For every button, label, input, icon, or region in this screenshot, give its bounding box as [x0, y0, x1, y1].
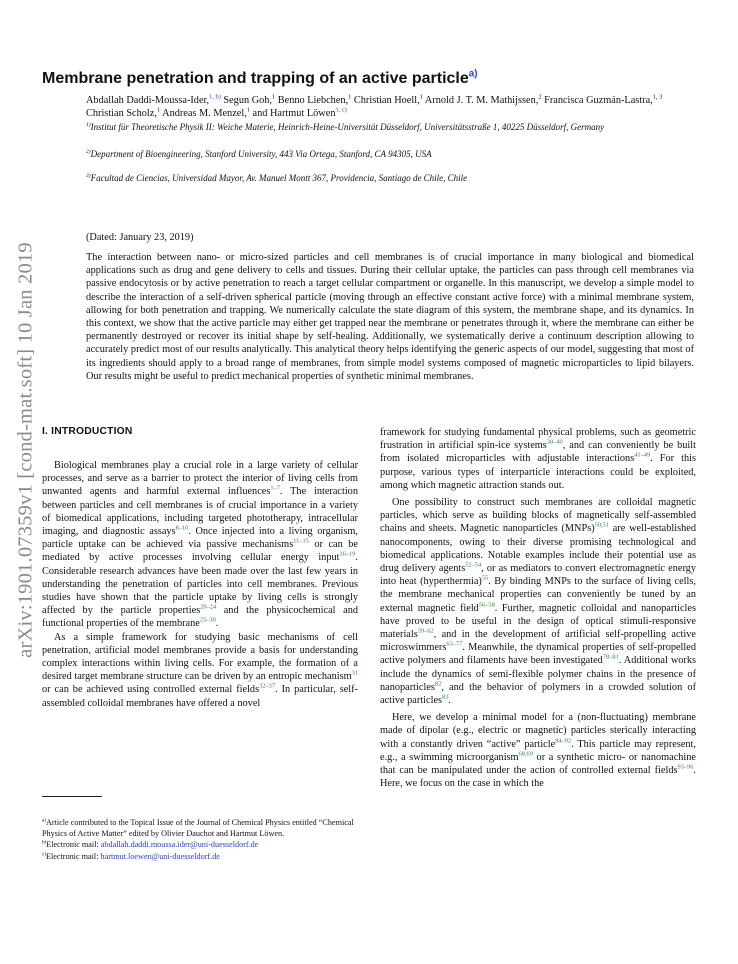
- body-text: framework for studying fundamental physical problems, such as geometric frustration in artificial spin-ice systems: [380, 427, 696, 452]
- footnote-text: Article contributed to the Topical Issue of the Journal of Chemical Physics entitled “Chemical Physics of Active Matter” edited by Olivier Dauchot and Hartmut Löwen.: [42, 818, 354, 838]
- affiliation-mark: 3): [86, 173, 91, 179]
- paper-title: [42, 70, 478, 88]
- author-name: Benno Liebchen,: [275, 95, 349, 106]
- body-text: or can be mediated by active processes involving cellular energy input: [42, 539, 358, 564]
- author-name: Christian Scholz,: [86, 108, 157, 119]
- body-text: . By binding MNPs to the surface of living cells, the membrane mechanical properties can conveniently be tuned by an external magnetic field: [380, 576, 696, 614]
- author-name: Francisca Guzmán-Lastra,: [541, 95, 653, 106]
- arxiv-stamp-text: arXiv:1901.07359v1 [cond-mat.soft] 10 Jan 2019: [14, 242, 37, 658]
- footnote-mark: b): [42, 839, 47, 846]
- dated-line: (Dated: January 23, 2019): [86, 232, 194, 243]
- body-text: , and in the development of artificial self-propelling active microswimmers: [380, 629, 696, 654]
- citation-link[interactable]: 59–62: [417, 627, 434, 635]
- affiliation-text: Facultad de Ciencias, Universidad Mayor, Av. Manuel Montt 367, Providencia, Santiago de Chile, Chile: [90, 173, 468, 183]
- footnote: [42, 840, 362, 851]
- footnotes: [42, 818, 362, 863]
- author-name: Segun Goh,: [220, 95, 273, 106]
- body-text: or can be achieved using controlled external fields: [42, 684, 260, 696]
- affiliation-mark: 2): [86, 149, 91, 155]
- footnote-text: Electronic mail:: [45, 851, 101, 861]
- citation-link[interactable]: 78–81: [602, 654, 619, 662]
- affiliation-3: [86, 172, 686, 184]
- affiliation-text: Department of Bioengineering, Stanford University, 443 Via Ortega, Stanford, CA 94305, USA: [90, 149, 432, 159]
- body-text: . Additional works include the dynamics of semi-flexible polymer chains in the presence of nanoparticles: [380, 655, 696, 693]
- body-text: , or as mediators to convert electromagnetic energy into heat (hyperthermia): [380, 563, 696, 588]
- citation-link[interactable]: 1–7: [270, 484, 280, 492]
- body-text: .: [215, 618, 219, 630]
- citation-link[interactable]: 56–58: [478, 601, 495, 609]
- footnote: [42, 818, 362, 839]
- body-text: . In particular, self-assembled colloidal membranes have offered a novel: [42, 684, 358, 709]
- citation-link[interactable]: 68,69: [518, 750, 533, 758]
- affiliation-2: [86, 148, 686, 160]
- citation-link[interactable]: 84–92: [555, 737, 572, 745]
- citation-link[interactable]: 20–24: [200, 603, 217, 611]
- body-text: . The interaction between particles and cell membranes is of crucial importance in a variety of biomedical applications, including targeted phototherapy, intracellular imaging, and diagnostic assays: [42, 486, 358, 538]
- citation-link[interactable]: 38–40: [546, 438, 563, 446]
- body-text: .: [448, 695, 451, 707]
- affiliation-text: Institut für Theoretische Physik II: Weiche Materie, Heinrich-Heine-Universität Düsseldorf, Universitätsstraße 1, 40225 Düsseldorf, Germany: [90, 122, 605, 132]
- citation-link[interactable]: 52–54: [465, 561, 482, 569]
- body-paragraph: [380, 426, 696, 492]
- body-text: . For this purpose, various types of interparticle interactions could be exploited, among which magnetic attraction stands out.: [380, 453, 696, 491]
- abstract: The interaction between nano- or micro-sized particles and cell membranes is of crucial importance in many biological and biomedical applications such as drug and gene delivery to cells and tissues. During their cellular uptake, the particles can pass through cell membranes via passive endocytosis or by active penetration to reach a target cellular compartment or organelle. In this manuscript, we develop a simple model to describe the interaction of a self-driven spherical particle (moving through an effective constant active force) with a minimal membrane system, allowing for both penetration and trapping. We numerically calculate the state diagram of this system, the membrane shape, and its dynamics. In this context, we show that the active particle may either get trapped near the membrane or penetrates through it, where the membrane can either be permanently destroyed or recover its initial shape by self-healing. Additionally, we systematically derive a continuum description allowing to accurately predict most of our results analytically. This analytical theory helps identifying the generic aspects of our model, suggesting that most of its ingredients should apply to a broad range of membranes, from simple model systems composed of magnetic microparticles to lipid bilayers. Our results might be useful to predict mechanical properties of synthetic minimal membranes.: [86, 252, 694, 382]
- author-name: Abdallah Daddi-Moussa-Ider,: [86, 95, 210, 106]
- author-name: Andreas M. Menzel,: [160, 108, 247, 119]
- body-paragraph: [380, 496, 696, 707]
- body-text: As a simple framework for studying basic mechanisms of cell penetration, artificial model membranes provide a basis for understanding complex interactions within living cells. For example, the formation of a desired target membrane structure can be driven by an entropic mechanism: [42, 631, 358, 683]
- body-text: Here, we develop a minimal model for a (non-fluctuating) membrane made of dipolar (e.g., electric or magnetic) particles sterically interacting with a constantly driven “active” particle: [380, 712, 696, 750]
- body-text: are well-established nanocomponents, owing to their diverse promising technological and biomedical applications. Notable examples include their potential use as drug delivery agents: [380, 523, 696, 575]
- author-affiliation-mark: 1: [272, 93, 276, 101]
- author-affiliation-mark: 1: [419, 93, 423, 101]
- body-paragraph: [380, 711, 696, 790]
- body-text: . Here, we focus on the case in which the: [380, 765, 696, 790]
- author-affiliation-mark: 2: [538, 93, 542, 101]
- author-affiliation-mark: 1, b): [209, 93, 221, 101]
- author-name: Christian Hoell,: [351, 95, 420, 106]
- footnote-text: Electronic mail:: [46, 840, 101, 849]
- citation-link[interactable]: 50,51: [594, 522, 609, 529]
- citation-link[interactable]: 32–37: [259, 683, 276, 691]
- body-text: One possibility to construct such membranes are colloidal magnetic particles, which serve as building blocks of magnetically self-assembled chains and sheets. Magnetic nanoparticles (MNPs): [380, 497, 696, 535]
- author-name: Arnold J. T. M. Mathijssen,: [422, 95, 539, 106]
- body-text: . Meanwhile, the dynamical properties of self-propelled active polymers and filaments have been investigated: [380, 642, 696, 667]
- email-link[interactable]: abdallah.daddi.moussa.ider@uni-duesseldorf.de: [100, 840, 259, 849]
- affiliation-mark: 1): [86, 122, 91, 128]
- citation-link[interactable]: 16–19: [339, 551, 356, 558]
- body-text: . Considerable research advances have been made over the last few years in understanding the penetration of particles into cell membranes. Previous studies have shown that the particle uptake by living cells is strongly affected by the particle properties: [42, 552, 358, 617]
- section-heading-introduction: I. INTRODUCTION: [42, 426, 133, 437]
- body-paragraph: [42, 459, 358, 631]
- author-affiliation-mark: 1: [348, 93, 352, 101]
- body-text: , and can conveniently be built from isolated microparticles with adjustable interactions: [380, 440, 697, 465]
- author-affiliation-mark: 1: [246, 106, 250, 114]
- author-affiliation-mark: 1: [156, 106, 161, 114]
- body-text: Biological membranes play a crucial role in a large variety of cellular processes, and serve as a barrier to protect the interior of living cells from unwanted agents and harmful external influences: [42, 460, 358, 498]
- title-text: Membrane penetration and trapping of an active particle: [42, 70, 469, 87]
- citation-link[interactable]: 41–49: [634, 451, 651, 459]
- footnote-mark: c): [42, 850, 46, 857]
- body-text: or a synthetic micro- or nanomachine that can be manipulated under the action of controlled external fields: [380, 751, 697, 777]
- citation-link[interactable]: 8–10: [175, 524, 189, 532]
- body-text: . This particle may represent, e.g., a swimming microorganism: [380, 738, 696, 763]
- citation-link[interactable]: 55: [481, 574, 489, 582]
- affiliation-1: [86, 121, 686, 133]
- footnote: [42, 852, 362, 863]
- author-affiliation-mark: 1, c): [335, 106, 347, 114]
- author-name: and Hartmut Löwen: [249, 108, 336, 119]
- title-footnote-mark[interactable]: a): [468, 68, 478, 80]
- body-text: . Further, magnetic colloidal and nanoparticles have proved to be useful in the design of optical stimuli-responsive materials: [380, 602, 696, 641]
- email-link[interactable]: hartmut.loewen@uni-duesseldorf.de: [100, 851, 220, 861]
- body-paragraph: [42, 631, 358, 710]
- citation-link[interactable]: 82: [434, 680, 442, 688]
- right-column: [380, 426, 696, 790]
- citation-link[interactable]: 11–15: [293, 537, 309, 545]
- left-column: [42, 459, 358, 710]
- body-text: , and the behavior of polymers in a crowded solution of active particles: [380, 681, 696, 707]
- author-list: [86, 94, 686, 120]
- citation-link[interactable]: 93–96: [677, 763, 694, 771]
- author-affiliation-mark: 1, 3: [652, 93, 663, 101]
- citation-link[interactable]: 31: [351, 669, 358, 677]
- citation-link[interactable]: 63–77: [446, 640, 463, 648]
- citation-link[interactable]: 83: [442, 693, 449, 701]
- footnote-mark: a): [42, 817, 46, 824]
- citation-link[interactable]: 25–30: [199, 617, 216, 625]
- footnote-rule: [42, 796, 102, 797]
- body-text: . Once injected into a living organism, particle uptake can be achieved via passive mechanisms: [42, 526, 358, 551]
- body-text: and the physicochemical and functional properties of the membrane: [42, 605, 358, 630]
